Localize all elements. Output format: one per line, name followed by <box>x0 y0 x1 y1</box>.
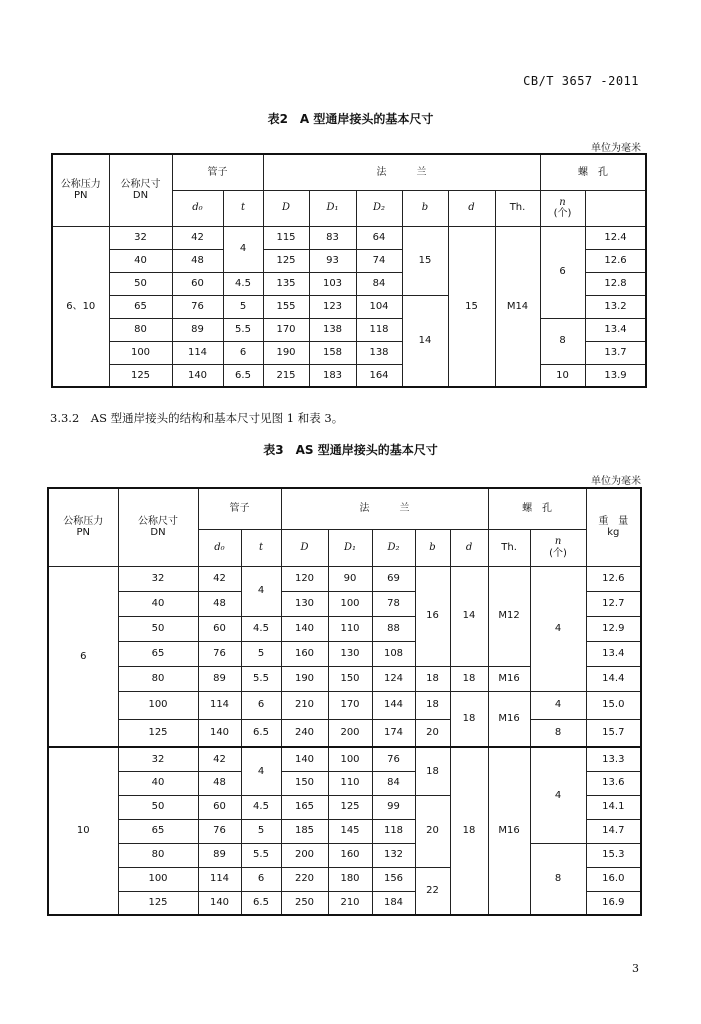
th-cell: M12 <box>488 566 530 666</box>
n-cell: 10 <box>540 364 585 387</box>
D1-cell: 200 <box>328 719 372 747</box>
table-row <box>48 691 641 719</box>
t-cell: 5.5 <box>223 318 263 341</box>
n-cell: 4 <box>530 566 586 691</box>
dn-cell: 125 <box>118 719 198 747</box>
D2-cell: 124 <box>372 666 415 691</box>
weight-cell: 13.9 <box>585 364 646 387</box>
t-cell: 6 <box>241 691 281 719</box>
pn-cell: 6 <box>48 566 118 747</box>
header-pn: 公称压力 PN <box>52 154 109 226</box>
header-flange: 法 兰 <box>263 154 540 190</box>
table-row <box>48 566 641 591</box>
d-cell: 18 <box>450 691 488 747</box>
D-cell: 120 <box>281 566 328 591</box>
t-cell: 6.5 <box>223 364 263 387</box>
dn-cell: 80 <box>109 318 172 341</box>
weight-cell: 13.3 <box>586 747 641 771</box>
D1-cell: 100 <box>328 591 372 616</box>
d0-cell: 76 <box>198 641 241 666</box>
D-cell: 125 <box>263 249 309 272</box>
D-cell: 210 <box>281 691 328 719</box>
header-t: t <box>223 190 263 226</box>
weight-cell: 15.7 <box>586 719 641 747</box>
dn-cell: 40 <box>118 591 198 616</box>
D-cell: 185 <box>281 819 328 843</box>
D2-cell: 144 <box>372 691 415 719</box>
D2-cell: 84 <box>372 771 415 795</box>
D1-cell: 110 <box>328 771 372 795</box>
D1-cell: 138 <box>309 318 356 341</box>
D2-cell: 132 <box>372 843 415 867</box>
D2-cell: 118 <box>356 318 402 341</box>
b-cell: 22 <box>415 867 450 915</box>
weight-cell: 14.4 <box>586 666 641 691</box>
dn-cell: 50 <box>118 795 198 819</box>
header-dn: 公称尺寸 DN <box>109 154 172 226</box>
d0-cell: 114 <box>198 691 241 719</box>
dn-cell: 80 <box>118 666 198 691</box>
table3 <box>47 487 642 916</box>
header-flange: 法 兰 <box>281 488 488 529</box>
dn-cell: 100 <box>118 691 198 719</box>
d0-cell: 89 <box>198 666 241 691</box>
table-row <box>48 747 641 771</box>
D2-cell: 64 <box>356 226 402 249</box>
header-th: Th. <box>495 190 540 226</box>
d0-cell: 48 <box>198 771 241 795</box>
D2-cell: 104 <box>356 295 402 318</box>
t-cell: 4 <box>241 566 281 616</box>
header-weight: 重 量 kg <box>586 488 641 566</box>
weight-cell: 16.9 <box>586 891 641 915</box>
D-cell: 150 <box>281 771 328 795</box>
n-cell: 8 <box>530 719 586 747</box>
weight-cell: 14.1 <box>586 795 641 819</box>
dn-cell: 32 <box>118 747 198 771</box>
table2-caption: 表2 A 型通岸接头的基本尺寸 <box>267 112 434 126</box>
D1-cell: 150 <box>328 666 372 691</box>
dn-cell: 65 <box>118 641 198 666</box>
D2-cell: 74 <box>356 249 402 272</box>
b-cell: 20 <box>415 719 450 747</box>
D2-cell: 84 <box>356 272 402 295</box>
weight-cell: 13.7 <box>585 341 646 364</box>
D2-cell: 138 <box>356 341 402 364</box>
b-cell: 18 <box>415 691 450 719</box>
D2-cell: 108 <box>372 641 415 666</box>
D1-cell: 103 <box>309 272 356 295</box>
d0-cell: 42 <box>198 747 241 771</box>
t-cell: 5.5 <box>241 843 281 867</box>
d0-cell: 140 <box>172 364 223 387</box>
header-dn: 公称尺寸 DN <box>118 488 198 566</box>
d-cell: 14 <box>450 566 488 666</box>
table-row <box>52 364 646 387</box>
header-pipe: 管子 <box>172 154 263 190</box>
dn-cell: 40 <box>109 249 172 272</box>
D-cell: 200 <box>281 843 328 867</box>
weight-cell: 13.2 <box>585 295 646 318</box>
th-cell: M14 <box>495 226 540 387</box>
header-t: t <box>241 529 281 566</box>
D1-cell: 145 <box>328 819 372 843</box>
D1-cell: 83 <box>309 226 356 249</box>
header-th: Th. <box>488 529 530 566</box>
weight-cell: 13.6 <box>586 771 641 795</box>
table3-unit: 单位为毫米 <box>591 476 641 487</box>
d0-cell: 76 <box>198 819 241 843</box>
d-cell: 15 <box>448 226 495 387</box>
dn-cell: 100 <box>118 867 198 891</box>
D2-cell: 88 <box>372 616 415 641</box>
header-d: d <box>448 190 495 226</box>
header-b: b <box>415 529 450 566</box>
b-cell: 15 <box>402 226 448 295</box>
b-cell: 18 <box>415 666 450 691</box>
header-d0: d₀ <box>198 529 241 566</box>
D2-cell: 164 <box>356 364 402 387</box>
d-cell: 18 <box>450 747 488 915</box>
d0-cell: 60 <box>198 616 241 641</box>
table3-caption: 表3 AS 型通岸接头的基本尺寸 <box>263 443 438 457</box>
t-cell: 4 <box>241 747 281 795</box>
dn-cell: 65 <box>109 295 172 318</box>
t-cell: 5 <box>241 641 281 666</box>
header-d: d <box>450 529 488 566</box>
b-cell: 18 <box>415 747 450 795</box>
d0-cell: 76 <box>172 295 223 318</box>
d0-cell: 89 <box>172 318 223 341</box>
d0-cell: 60 <box>172 272 223 295</box>
header-bolt-hole: 螺 孔 <box>488 488 586 529</box>
D-cell: 190 <box>263 341 309 364</box>
header-n: n (个) <box>540 190 585 226</box>
d0-cell: 42 <box>172 226 223 249</box>
header-D: D <box>263 190 309 226</box>
D1-cell: 160 <box>328 843 372 867</box>
weight-cell: 12.6 <box>586 566 641 591</box>
header-D2: D₂ <box>356 190 402 226</box>
D1-cell: 123 <box>309 295 356 318</box>
table-row <box>48 843 641 867</box>
d0-cell: 42 <box>198 566 241 591</box>
weight-cell: 12.4 <box>585 226 646 249</box>
weight-cell: 12.9 <box>586 616 641 641</box>
D1-cell: 110 <box>328 616 372 641</box>
header-D2: D₂ <box>372 529 415 566</box>
dn-cell: 40 <box>118 771 198 795</box>
t-cell: 4.5 <box>241 795 281 819</box>
header-D1: D₁ <box>328 529 372 566</box>
weight-cell: 12.7 <box>586 591 641 616</box>
t-cell: 5.5 <box>241 666 281 691</box>
header-n: n (个) <box>530 529 586 566</box>
D1-cell: 180 <box>328 867 372 891</box>
n-cell: 6 <box>540 226 585 318</box>
n-cell: 4 <box>530 747 586 843</box>
weight-cell: 16.0 <box>586 867 641 891</box>
weight-cell: 14.7 <box>586 819 641 843</box>
t-cell: 5 <box>223 295 263 318</box>
D-cell: 250 <box>281 891 328 915</box>
D-cell: 190 <box>281 666 328 691</box>
D1-cell: 90 <box>328 566 372 591</box>
weight-cell: 15.3 <box>586 843 641 867</box>
header-D1: D₁ <box>309 190 356 226</box>
t-cell: 4 <box>223 226 263 272</box>
D1-cell: 100 <box>328 747 372 771</box>
dn-cell: 50 <box>118 616 198 641</box>
dn-cell: 125 <box>109 364 172 387</box>
d0-cell: 48 <box>172 249 223 272</box>
D-cell: 160 <box>281 641 328 666</box>
table2 <box>51 153 647 388</box>
d-cell: 18 <box>450 666 488 691</box>
th-cell: M16 <box>488 691 530 747</box>
header-d0: d₀ <box>172 190 223 226</box>
d0-cell: 60 <box>198 795 241 819</box>
dn-cell: 80 <box>118 843 198 867</box>
header-b: b <box>402 190 448 226</box>
t-cell: 6 <box>241 867 281 891</box>
t-cell: 4.5 <box>241 616 281 641</box>
header-pn: 公称压力 PN <box>48 488 118 566</box>
D-cell: 140 <box>281 616 328 641</box>
pn-cell: 10 <box>48 747 118 915</box>
th-cell: M16 <box>488 666 530 691</box>
document-code: CB/T 3657 -2011 <box>523 74 639 88</box>
dn-cell: 125 <box>118 891 198 915</box>
t-cell: 6.5 <box>241 891 281 915</box>
dn-cell: 32 <box>109 226 172 249</box>
D-cell: 140 <box>281 747 328 771</box>
n-cell: 8 <box>540 318 585 364</box>
d0-cell: 140 <box>198 719 241 747</box>
header-bolt-hole: 螺 孔 <box>540 154 646 190</box>
D2-cell: 69 <box>372 566 415 591</box>
n-cell: 8 <box>530 843 586 915</box>
D1-cell: 183 <box>309 364 356 387</box>
D-cell: 165 <box>281 795 328 819</box>
D-cell: 240 <box>281 719 328 747</box>
weight-cell: 13.4 <box>586 641 641 666</box>
D1-cell: 93 <box>309 249 356 272</box>
D-cell: 130 <box>281 591 328 616</box>
D-cell: 155 <box>263 295 309 318</box>
D-cell: 220 <box>281 867 328 891</box>
clause-3-3-2: 3.3.2 AS 型通岸接头的结构和基本尺寸见图 1 和表 3。 <box>50 411 344 425</box>
t-cell: 5 <box>241 819 281 843</box>
D2-cell: 78 <box>372 591 415 616</box>
d0-cell: 114 <box>172 341 223 364</box>
D-cell: 115 <box>263 226 309 249</box>
weight-cell: 13.4 <box>585 318 646 341</box>
D-cell: 215 <box>263 364 309 387</box>
b-cell: 16 <box>415 566 450 666</box>
dn-cell: 50 <box>109 272 172 295</box>
dn-cell: 65 <box>118 819 198 843</box>
t-cell: 6.5 <box>241 719 281 747</box>
D2-cell: 76 <box>372 747 415 771</box>
weight-cell: 12.8 <box>585 272 646 295</box>
D1-cell: 130 <box>328 641 372 666</box>
D2-cell: 99 <box>372 795 415 819</box>
page-number: 3 <box>632 962 639 975</box>
pn-cell: 6、10 <box>52 226 109 387</box>
weight-cell: 15.0 <box>586 691 641 719</box>
table-row <box>52 318 646 341</box>
D2-cell: 174 <box>372 719 415 747</box>
table2-unit: 单位为毫米 <box>591 143 641 154</box>
t-cell: 4.5 <box>223 272 263 295</box>
D1-cell: 158 <box>309 341 356 364</box>
D2-cell: 156 <box>372 867 415 891</box>
D-cell: 135 <box>263 272 309 295</box>
th-cell: M16 <box>488 747 530 915</box>
table-row <box>48 719 641 747</box>
n-cell: 4 <box>530 691 586 719</box>
b-cell: 14 <box>402 295 448 387</box>
D1-cell: 170 <box>328 691 372 719</box>
d0-cell: 140 <box>198 891 241 915</box>
header-pipe: 管子 <box>198 488 281 529</box>
D2-cell: 118 <box>372 819 415 843</box>
D1-cell: 210 <box>328 891 372 915</box>
dn-cell: 100 <box>109 341 172 364</box>
D2-cell: 184 <box>372 891 415 915</box>
weight-cell: 12.6 <box>585 249 646 272</box>
table-row <box>52 226 646 249</box>
b-cell: 20 <box>415 795 450 867</box>
header-D: D <box>281 529 328 566</box>
d0-cell: 114 <box>198 867 241 891</box>
t-cell: 6 <box>223 341 263 364</box>
d0-cell: 48 <box>198 591 241 616</box>
dn-cell: 32 <box>118 566 198 591</box>
D-cell: 170 <box>263 318 309 341</box>
d0-cell: 89 <box>198 843 241 867</box>
D1-cell: 125 <box>328 795 372 819</box>
